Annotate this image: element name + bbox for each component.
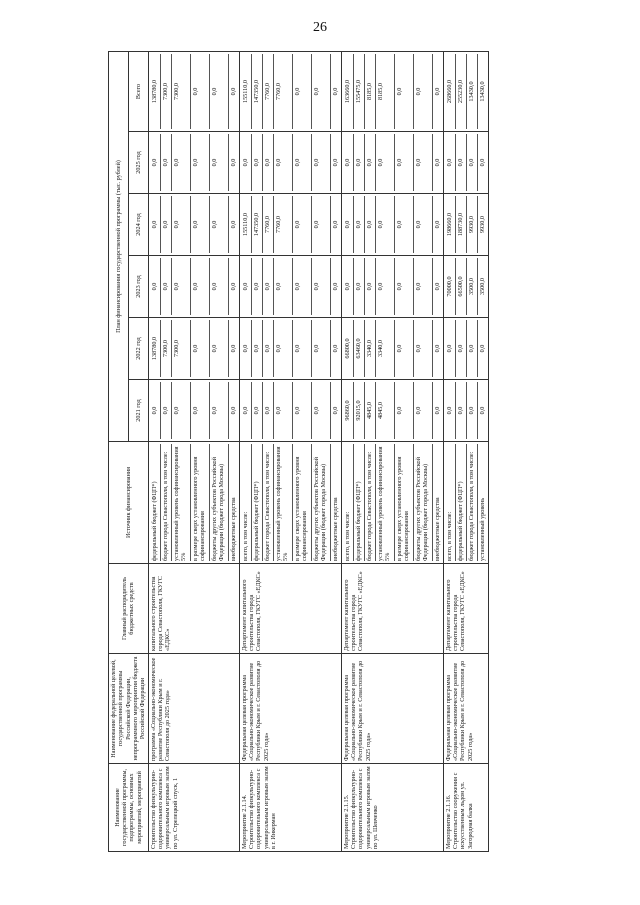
source-label: внебюджетные средства [433, 497, 441, 561]
value: 0,0 [354, 258, 365, 315]
value: 147350,0 [252, 54, 263, 129]
value: 0,0 [150, 382, 161, 439]
value: 0,0 [343, 134, 354, 191]
source-label: бюджеты других субъектов Российской Федерации (бюджет города Москвы) [210, 444, 229, 561]
value: 0,0 [210, 382, 229, 439]
value: 0,0 [331, 406, 339, 415]
value: 0,0 [293, 382, 312, 439]
value: 0,0 [445, 134, 456, 191]
value: 0,0 [467, 320, 478, 377]
source-label: внебюджетные средства [331, 497, 339, 561]
source-label: федеральный бюджет (ФЦП*) [252, 444, 263, 561]
value: 0,0 [150, 258, 161, 315]
table-row [341, 52, 443, 852]
value: 155110,0 [241, 54, 252, 129]
value: 0,0 [172, 382, 191, 439]
value: 0,0 [161, 258, 172, 315]
source-label: установленный уровень софинансирования 5% [172, 444, 191, 561]
value: 0,0 [241, 258, 252, 315]
financing-table-rotated [108, 52, 568, 852]
year-value-cell [443, 132, 488, 194]
header-year: 2025 год [128, 132, 148, 194]
value: 0,0 [433, 87, 441, 96]
value: 0,0 [274, 320, 293, 377]
value: 0,0 [312, 382, 331, 439]
value: 138780,0 [150, 54, 161, 129]
value: 0,0 [312, 196, 331, 253]
value: 0,0 [274, 134, 293, 191]
value: 0,0 [293, 320, 312, 377]
value: 0,0 [395, 320, 414, 377]
year-value-cell [239, 256, 341, 318]
value: 0,0 [312, 320, 331, 377]
value: 0,0 [395, 134, 414, 191]
source-label: установленный уровень [478, 497, 486, 561]
value: 0,0 [365, 134, 376, 191]
source-label: внебюджетные средства [229, 497, 237, 561]
value: 155110,0 [241, 196, 252, 253]
value: 96860,0 [343, 382, 354, 439]
value: 0,0 [161, 196, 172, 253]
value: 163660,0 [343, 54, 354, 129]
value: 0,0 [252, 134, 263, 191]
value: 3500,0 [478, 278, 486, 296]
value: 188730,0 [456, 196, 467, 253]
value: 0,0 [274, 258, 293, 315]
header-distributor: Главный распорядитель бюджетных средств [109, 564, 149, 654]
value: 0,0 [433, 220, 441, 229]
value: 0,0 [172, 196, 191, 253]
value: 0,0 [172, 258, 191, 315]
value: 7760,0 [274, 54, 293, 129]
value: 0,0 [467, 134, 478, 191]
value: 0,0 [331, 344, 339, 353]
value: 0,0 [210, 196, 229, 253]
value: 0,0 [456, 134, 467, 191]
value: 0,0 [478, 406, 486, 415]
value: 0,0 [433, 406, 441, 415]
value: 0,0 [354, 134, 365, 191]
value: 0,0 [210, 320, 229, 377]
value: 0,0 [376, 134, 395, 191]
value: 0,0 [210, 134, 229, 191]
value: 0,0 [241, 382, 252, 439]
value: 0,0 [433, 158, 441, 167]
value: 0,0 [433, 344, 441, 353]
value: 198660,0 [445, 196, 456, 253]
value: 147350,0 [252, 196, 263, 253]
value: 0,0 [331, 220, 339, 229]
source-label: в размере сверх установленного уровня софинансирования [293, 444, 312, 561]
header-year: 2021 год [128, 380, 148, 442]
table-body [148, 52, 488, 852]
source-label: бюджеты других субъектов Российской Федерации (бюджет города Москвы) [414, 444, 433, 561]
value: 0,0 [210, 54, 229, 129]
value: 0,0 [191, 134, 210, 191]
year-value-cell [239, 380, 341, 442]
value: 0,0 [263, 258, 274, 315]
year-value-cell [239, 318, 341, 380]
source-label: бюджеты других субъектов Российской Федерации (бюджет города Москвы) [312, 444, 331, 561]
value: 0,0 [343, 258, 354, 315]
header-financing-plan: План финансирования государственной программы (тыс. рублей) [109, 52, 129, 442]
activity-name-cell: Мероприятие 2.1.14. Строительство физкультурно-оздоровительного комплекса с универсальным игровым залом в г. Инкерман [239, 764, 341, 852]
value: 0,0 [229, 87, 237, 96]
value: 268660,0 [445, 54, 456, 129]
value: 0,0 [241, 134, 252, 191]
value: 8185,0 [365, 54, 376, 129]
year-value-cell [148, 132, 239, 194]
source-cell [148, 442, 239, 564]
value: 0,0 [312, 134, 331, 191]
value: 0,0 [229, 220, 237, 229]
value: 0,0 [331, 158, 339, 167]
value: 7300,0 [172, 54, 191, 129]
value: 7300,0 [172, 320, 191, 377]
value: 0,0 [395, 382, 414, 439]
value: 0,0 [293, 134, 312, 191]
year-value-cell [148, 256, 239, 318]
year-value-cell [341, 132, 443, 194]
header-row [109, 52, 129, 852]
value: 0,0 [376, 258, 395, 315]
value: 155475,0 [354, 54, 365, 129]
value: 0,0 [191, 54, 210, 129]
value: 3500,0 [467, 258, 478, 315]
value: 0,0 [467, 382, 478, 439]
year-value-cell [148, 318, 239, 380]
value: 255230,0 [456, 54, 467, 129]
value: 0,0 [312, 54, 331, 129]
value: 0,0 [229, 344, 237, 353]
year-value-cell [443, 380, 488, 442]
distributor-cell: Департамент капитального строительства города Севастополя, ГКУГС «ЕДКС» [341, 564, 443, 654]
value: 0,0 [312, 258, 331, 315]
activity-name-cell: Строительство физкультурно-оздоровительного комплекса с универсальным игровым залом по ул. Стрелецкий спуск, 1 [148, 764, 239, 852]
year-value-cell [341, 194, 443, 256]
year-value-cell [148, 380, 239, 442]
header-program: Наименование федеральной целевой, государственной программы Российской Федерации, непрограммного мероприятия бюджета Российской Федерации [109, 654, 149, 764]
value: 0,0 [331, 282, 339, 291]
value: 0,0 [376, 196, 395, 253]
value: 0,0 [263, 320, 274, 377]
header-year: 2023 год [128, 256, 148, 318]
value: 0,0 [191, 196, 210, 253]
program-cell: Федеральная целевая программа «Социально-экономическое развитие Республики Крым и г. Севастополя до 2025 года» [239, 654, 341, 764]
page-number: 26 [313, 20, 327, 35]
source-label: установленный уровень софинансирования 5% [274, 444, 293, 561]
value: 13430,0 [467, 54, 478, 129]
value: 0,0 [252, 382, 263, 439]
program-cell: программа «Социально-экономическое развитие Республики Крым и г. Севастополя до 2025 года» [148, 654, 239, 764]
source-label: всего, в том числе: [343, 444, 354, 561]
value: 0,0 [433, 282, 441, 291]
value: 92015,0 [354, 382, 365, 439]
value: 0,0 [229, 282, 237, 291]
value: 7760,0 [263, 196, 274, 253]
value: 4845,0 [365, 382, 376, 439]
year-value-cell [443, 256, 488, 318]
value: 3340,0 [365, 320, 376, 377]
value: 8185,0 [376, 54, 395, 129]
source-label: установленный уровень софинансирования 5% [376, 444, 395, 561]
year-value-cell [341, 380, 443, 442]
source-label: бюджет города Севастополя, в том числе: [161, 444, 172, 561]
header-year: 2024 год [128, 194, 148, 256]
total-cell [239, 52, 341, 132]
value: 3340,0 [376, 320, 395, 377]
source-label: федеральный бюджет (ФЦП*) [354, 444, 365, 561]
value: 4845,0 [376, 382, 395, 439]
value: 0,0 [161, 134, 172, 191]
value: 0,0 [252, 320, 263, 377]
header-total: Всего [128, 52, 148, 132]
value: 0,0 [150, 196, 161, 253]
value: 0,0 [293, 196, 312, 253]
value: 0,0 [354, 196, 365, 253]
value: 0,0 [229, 158, 237, 167]
total-cell [443, 52, 488, 132]
source-label: бюджет города Севастополя, в том числе: [467, 444, 478, 561]
value: 0,0 [395, 54, 414, 129]
header-source: Источник финансирования [109, 442, 149, 564]
source-cell [443, 442, 488, 564]
year-value-cell [443, 194, 488, 256]
year-value-cell [239, 194, 341, 256]
distributor-cell: Департамент капитального строительства города Севастополя, ГКУГС «ЕДКС» [443, 564, 488, 654]
source-cell [239, 442, 341, 564]
source-label: всего, в том числе: [445, 444, 456, 561]
value: 0,0 [293, 54, 312, 129]
value: 7300,0 [161, 320, 172, 377]
value: 0,0 [263, 382, 274, 439]
value: 7300,0 [161, 54, 172, 129]
value: 0,0 [478, 158, 486, 167]
distributor-cell: Департамент капитального строительства города Севастополя, ГКУГС «ЕДКС» [239, 564, 341, 654]
value: 0,0 [161, 382, 172, 439]
year-value-cell [239, 132, 341, 194]
value: 0,0 [414, 54, 433, 129]
source-cell [341, 442, 443, 564]
distributor-cell: капитального строительства города Севастополя, ГКУГС «ЕДКС» [148, 564, 239, 654]
activity-name-cell: Мероприятие 2.1.16. Строительство сооружения с искусственным льдом ул. Загородная балка [443, 764, 488, 852]
value: 0,0 [252, 258, 263, 315]
source-label: всего, в том числе: [241, 444, 252, 561]
value: 0,0 [365, 196, 376, 253]
value: 0,0 [414, 382, 433, 439]
value: 70000,0 [445, 258, 456, 315]
value: 0,0 [172, 134, 191, 191]
value: 13430,0 [478, 81, 486, 102]
source-label: бюджет города Севастополя, в том числе: [263, 444, 274, 561]
value: 0,0 [414, 320, 433, 377]
value: 0,0 [293, 258, 312, 315]
value: 66800,0 [343, 320, 354, 377]
header-year: 2022 год [128, 318, 148, 380]
table-row [239, 52, 341, 852]
activity-name-cell: Мероприятие 2.1.15. Строительство физкультурно-оздоровительного комплекса с универсальным игровым залом по ул. Шевченко [341, 764, 443, 852]
value: 0,0 [191, 258, 210, 315]
value: 0,0 [210, 258, 229, 315]
value: 7760,0 [274, 196, 293, 253]
value: 0,0 [331, 87, 339, 96]
source-label: федеральный бюджет (ФЦП*) [150, 444, 161, 561]
header-name: Наименование государственной программы, подпрограммы, основных мероприятий, мероприятий [109, 764, 149, 852]
value: 0,0 [414, 134, 433, 191]
value: 0,0 [191, 382, 210, 439]
value: 0,0 [263, 134, 274, 191]
value: 9930,0 [467, 196, 478, 253]
year-value-cell [341, 318, 443, 380]
value: 0,0 [191, 320, 210, 377]
source-label: в размере сверх установленного уровня софинансирования [395, 444, 414, 561]
value: 0,0 [395, 196, 414, 253]
value: 0,0 [478, 344, 486, 353]
value: 66500,0 [456, 258, 467, 315]
value: 0,0 [365, 258, 376, 315]
value: 138780,0 [150, 320, 161, 377]
value: 0,0 [445, 382, 456, 439]
year-value-cell [341, 256, 443, 318]
value: 0,0 [456, 320, 467, 377]
value: 0,0 [414, 258, 433, 315]
program-cell: Федеральная целевая программа «Социально-экономическое развитие Республики Крым и г. Севастополя до 2025 года» [443, 654, 488, 764]
value: 63460,0 [354, 320, 365, 377]
value: 7760,0 [263, 54, 274, 129]
source-label: бюджет города Севастополя, в том числе: [365, 444, 376, 561]
source-label: в размере сверх установленного уровня софинансирования [191, 444, 210, 561]
year-value-cell [443, 318, 488, 380]
value: 0,0 [395, 258, 414, 315]
value: 9930,0 [478, 216, 486, 234]
value: 0,0 [274, 382, 293, 439]
value: 0,0 [241, 320, 252, 377]
value: 0,0 [343, 196, 354, 253]
total-cell [148, 52, 239, 132]
value: 0,0 [150, 134, 161, 191]
source-label: федеральный бюджет (ФЦП*) [456, 444, 467, 561]
financing-table [108, 51, 489, 852]
year-value-cell [148, 194, 239, 256]
table-row [148, 52, 239, 852]
table-row [443, 52, 488, 852]
value: 0,0 [445, 320, 456, 377]
value: 0,0 [229, 406, 237, 415]
total-cell [341, 52, 443, 132]
value: 0,0 [414, 196, 433, 253]
value: 0,0 [456, 382, 467, 439]
program-cell: Федеральная целевая программа «Социально-экономическое развитие Республики Крым и г. Севастополя до 2025 года» [341, 654, 443, 764]
